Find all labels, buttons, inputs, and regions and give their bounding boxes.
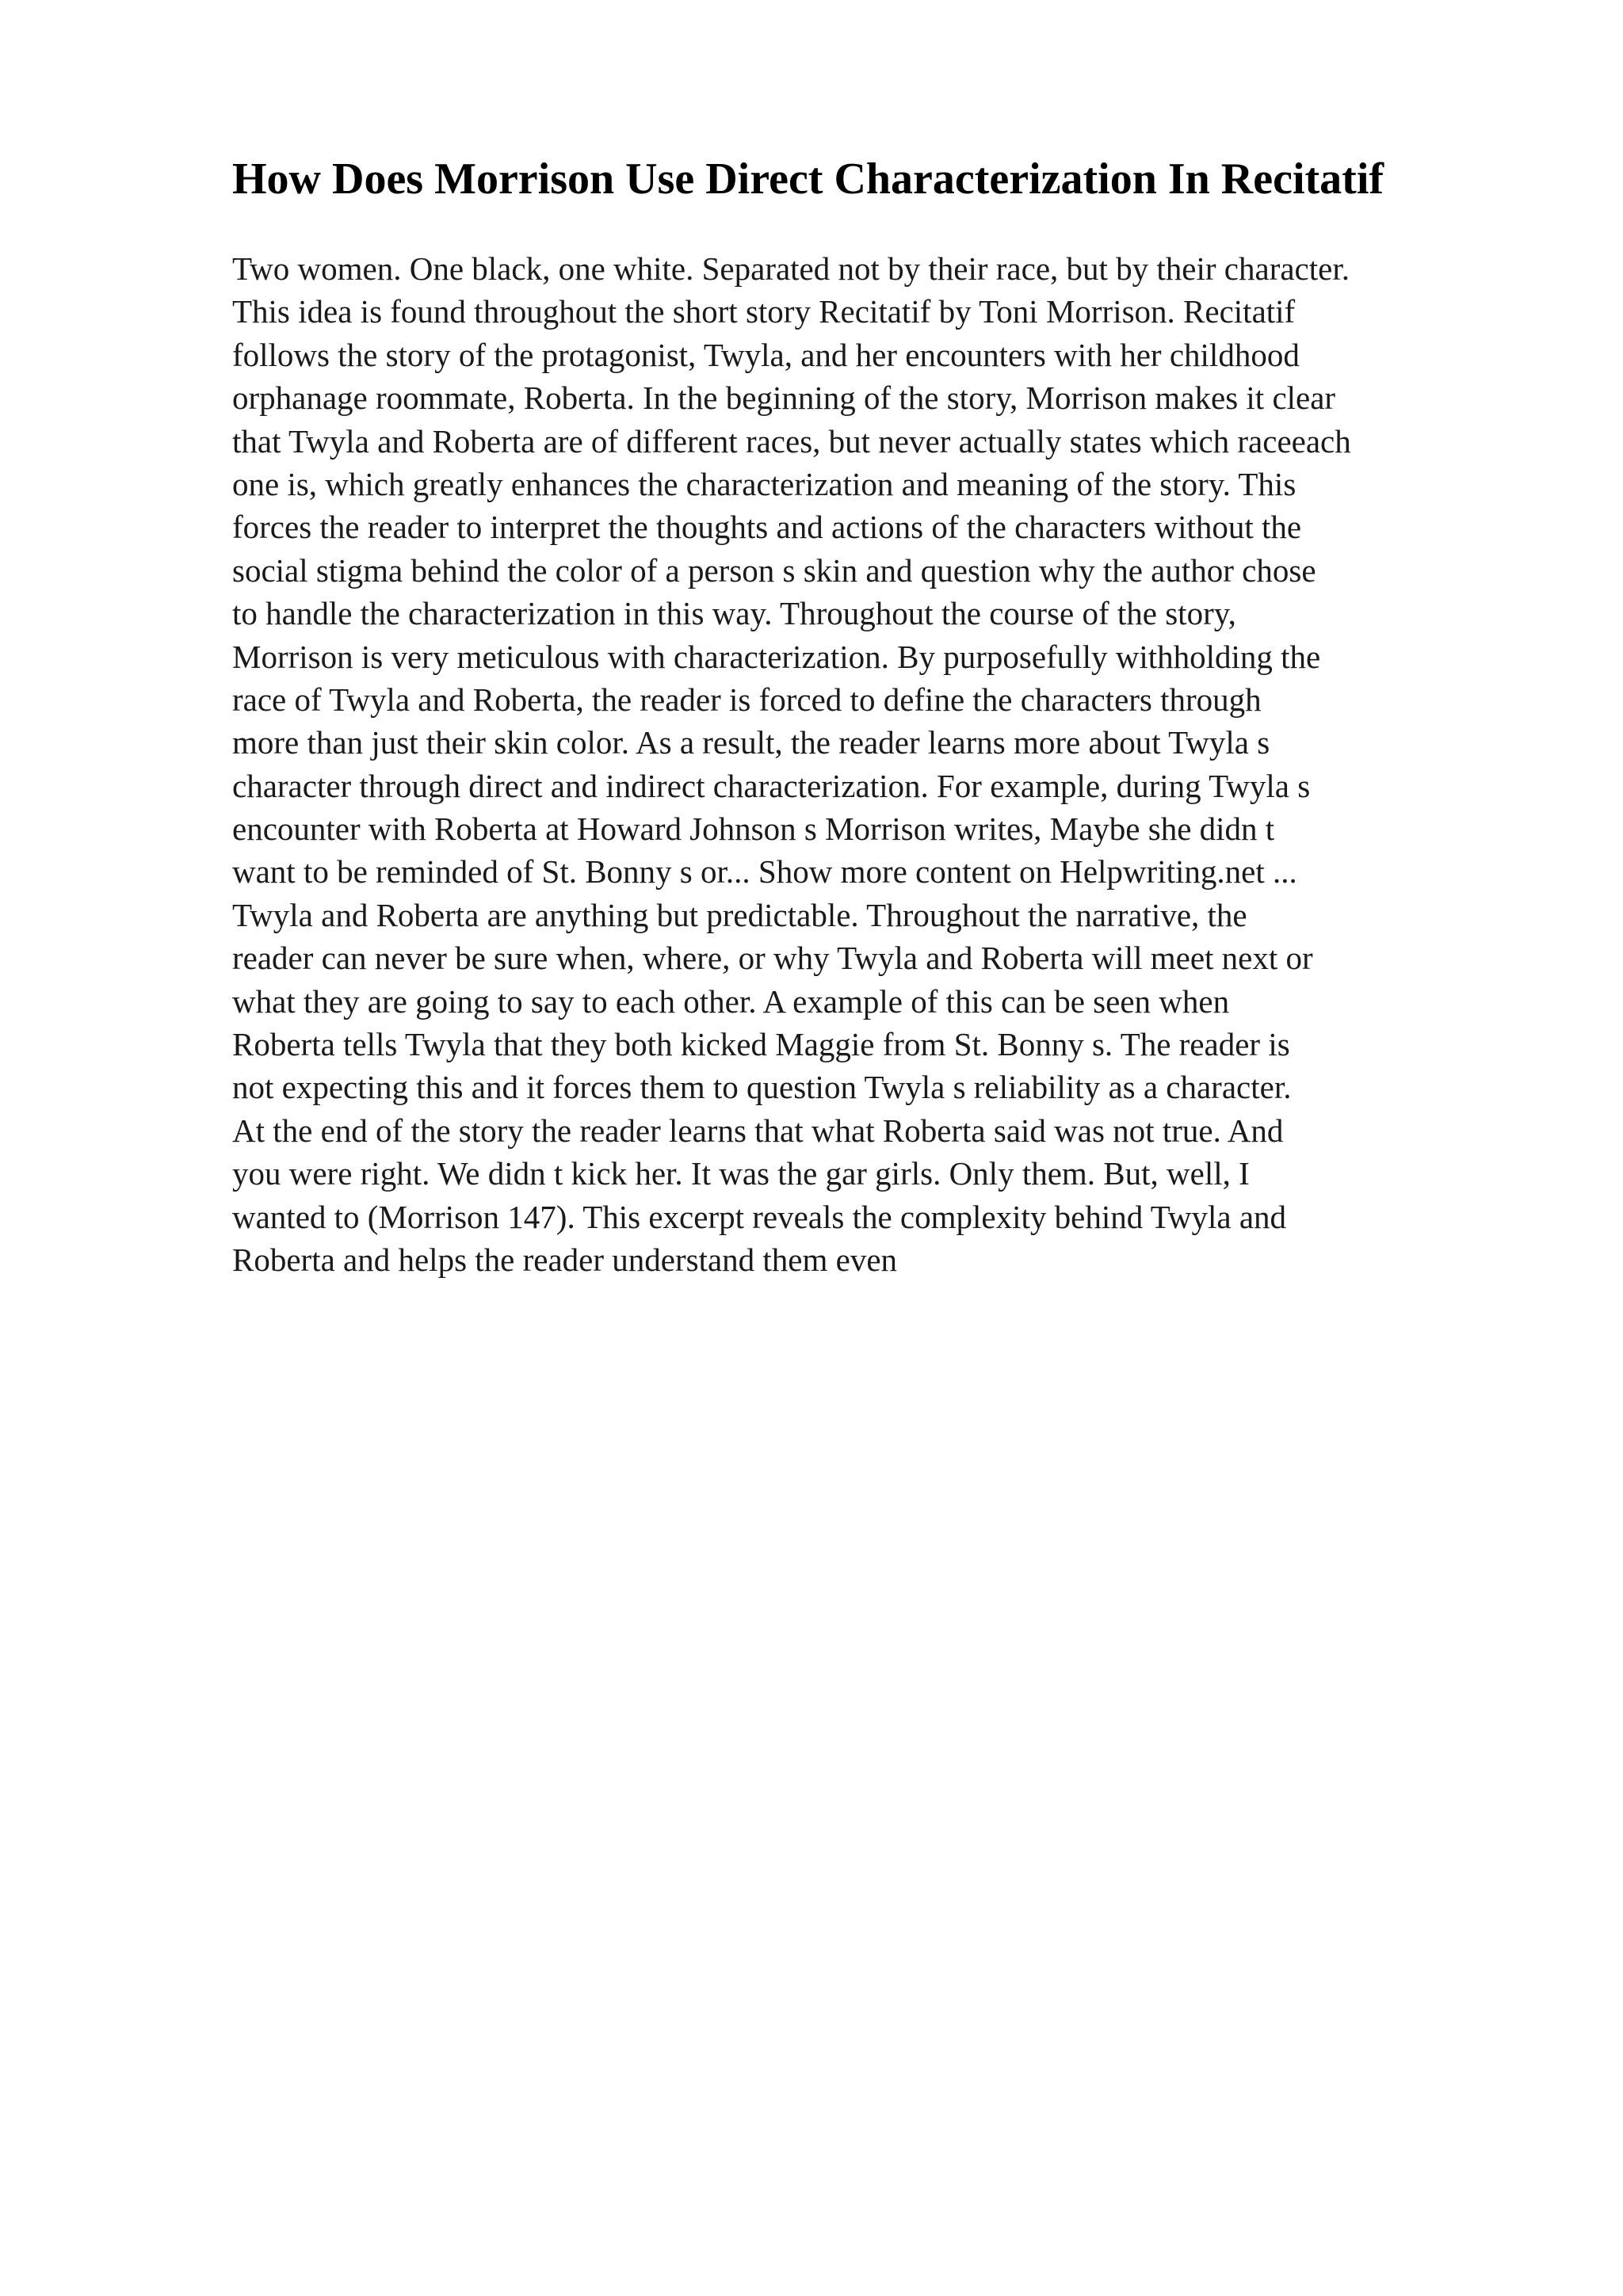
body-line: to handle the characterization in this way. Throughout the course of the story, [232,595,1236,632]
body-line: more than just their skin color. As a result, the reader learns more about Twyla s [232,724,1270,761]
body-line: you were right. We didn t kick her. It was the gar girls. Only them. But, well, I [232,1155,1250,1192]
body-line: social stigma behind the color of a person s skin and question why the author chose [232,551,1316,589]
body-line: follows the story of the protagonist, Twyla, and her encounters with her childhood [232,336,1300,373]
body-line: This idea is found throughout the short story Recitatif by Toni Morrison. Recitatif [232,293,1296,330]
body-line: want to be reminded of St. Bonny s or... Show more content on Helpwriting.net ... [232,853,1297,891]
body-line: Roberta tells Twyla that they both kicked Maggie from St. Bonny s. The reader is [232,1026,1290,1063]
body-line: Twyla and Roberta are anything but predictable. Throughout the narrative, the [232,896,1247,933]
document-title: How Does Morrison Use Direct Characterization In Recitatif [232,154,1384,204]
body-line: what they are going to say to each other. A example of this can be seen when [232,982,1230,1020]
body-line: forces the reader to interpret the thoughts and actions of the characters without the [232,509,1302,546]
body-line: Two women. One black, one white. Separated not by their race, but by their character. [232,250,1350,287]
body-line: reader can never be sure when, where, or why Twyla and Roberta will meet next or [232,940,1313,977]
body-line: one is, which greatly enhances the characterization and meaning of the story. This [232,465,1296,502]
body-line: that Twyla and Roberta are of different races, but never actually states which raceeach [232,422,1351,460]
body-line: race of Twyla and Roberta, the reader is forced to define the characters through [232,681,1262,718]
body-line: Roberta and helps the reader understand them even [232,1241,898,1278]
body-line: encounter with Roberta at Howard Johnson s Morrison writes, Maybe she didn t [232,810,1275,848]
body-line: wanted to (Morrison 147). This excerpt reveals the complexity behind Twyla and [232,1198,1287,1235]
body-line: Morrison is very meticulous with characterization. By purposefully withholding the [232,638,1321,675]
body-line: not expecting this and it forces them to question Twyla s reliability as a character. [232,1069,1292,1106]
body-line: At the end of the story the reader learns that what Roberta said was not true. And [232,1112,1284,1149]
document-body [232,247,1595,1281]
body-line: character through direct and indirect characterization. For example, during Twyla s [232,767,1311,804]
body-line: orphanage roommate, Roberta. In the beginning of the story, Morrison makes it clear [232,379,1336,417]
